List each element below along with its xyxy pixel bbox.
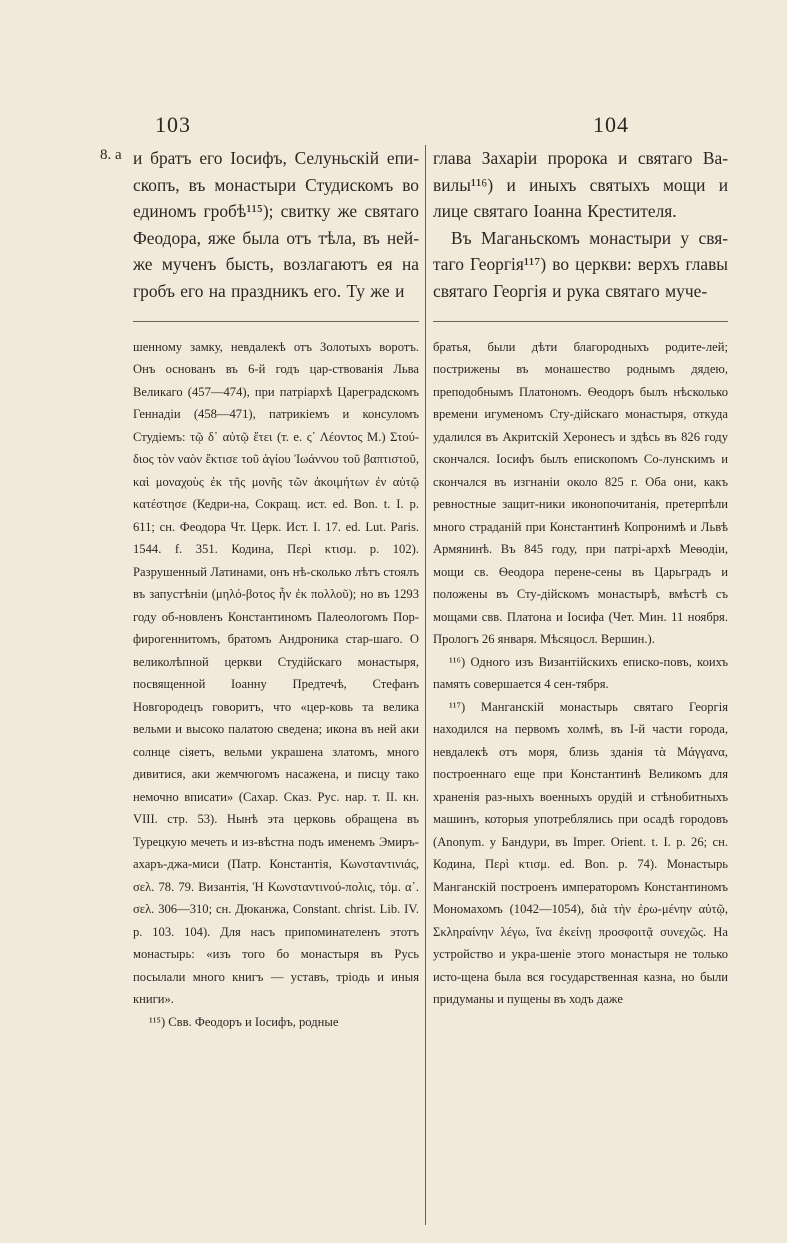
right-main-text-1: глава Захаріи пророка и святаго Ва-вилы¹¹⁶) и иныхъ святыхъ мощи и лице святаго Іоанна Крестителя. <box>433 148 728 222</box>
page-number-right: 104 <box>593 112 629 137</box>
margin-mark: 8. а <box>100 147 122 163</box>
page-number-left: 103 <box>155 112 191 137</box>
footnote-continuation-left: шенному замку, невдалекѣ отъ Золотыхъ воротъ. Онъ основанъ въ 6-й годъ цар-ствованія Льва Великаго (457—474), при патріархѣ Цареградскомъ Геннадіи (458—471), патрикіемъ и консуломъ Студіемъ: τῷ δ᾽ αὐτῷ ἔτει (т. е. ς᾽ Λέοντος М.) Στού-διος τὸν ναὸν ἔκτισε τοῦ ἁγίου Ἰωάννου τοῦ βαπτιστοῦ, καὶ μοναχοὺς ἐκ τῆς μονῆς τῶν ἀκοιμήτων ἐν αὐτῷ κατέστησε (Кедри-на, Сокращ. ист. ed. Bon. t. I. p. 611; сн. Феодора Чт. Церк. Ист. I. 17. ed. Lut. Paris. 1544. f. 351. Кодина, Περὶ κτισμ. p. 102). Разрушенный Латинами, онъ нѣ-сколько лѣтъ стоялъ въ запустѣніи (μηλό-βοτος ἦν ἐκ πολλοῦ); но въ 1293 году об-новленъ Константиномъ Палеологомъ Пор-фирогеннитомъ, братомъ Андроника стар-шаго. О великолѣпной церкви Студійскаго монастыря, посвященной Іоанну Предтечѣ, Стефанъ Новгородецъ говоритъ, что «цер-ковь та велика вельми и высоко палатою сведена; икона въ ней аки солнце сіяетъ, вельми украшена златомъ, много дивитися, аки жемчюгомъ насажена, и писцу тако немочно вписати» (Сахар. Сказ. Рус. нар. т. II. кн. VIII. стр. 53). Нынѣ эта церковь обращена въ Турецкую мечеть и из-вѣстна подъ именемъ Эмиръ-ахаръ-джа-миси (Патр. Константія, Κωνσταντινιάς, σελ. 78. 79. Византія, Ἡ Κωνσταντινού-πολις, τόμ. α᾽. σελ. 306—310; сн. Дюканжа, Constant. christ. Lib. IV. p. 103. 104). Для насъ припоминателенъ этотъ монастырь: «изъ того бо монастыря въ Русь посылали много книгъ — уставъ, тріодь и иныя книги». <box>133 339 419 1007</box>
footnote-rule-left <box>133 321 419 322</box>
footnote-continuation-right: братья, были дѣти благородныхъ родите-лей; пострижены въ монашество роднымъ дядею, преподобнымъ Платономъ. Ѳеодоръ былъ нѣсколько времени игуменомъ Сту-дійскаго монастыря, откуда удалился въ Акритскій Херонесъ и здѣсь въ 826 году скончался. Іосифъ былъ епископомъ Со-лунскимъ и скончался въ изгнаніи около 825 г. Оба они, какъ ревностные защит-ники иконопочитанія, претерпѣли много страданій при Константинѣ Копронимѣ и Львѣ Армянинѣ. Въ 845 году, при патрі-архѣ Меѳодіи, мощи св. Ѳеодора перене-сены въ Царьградъ и положены въ Сту-дійскомъ монастырѣ, вмѣстѣ съ мощами свв. Платона и Іосифа (Чет. Мин. 11 ноября. Прологъ 26 января. Мѣсяцосл. Вершин.). <box>433 339 728 647</box>
right-column <box>425 145 728 1225</box>
footnote-115: ¹¹⁵) Свв. Феодоръ и Іосифъ, родные <box>149 1014 339 1029</box>
footnote-117: ¹¹⁷) Манганскій монастырь святаго Георгія находился на первомъ холмѣ, въ I-й части города, невдалекѣ отъ моря, близь зданія τὰ Μάγγανα, построеннаго еще при Константинѣ Великомъ для храненія раз-ныхъ военныхъ орудій и стѣнобитныхъ машинъ, которыя употреблялись при осадѣ городовъ (Anonym. у Бандури, въ Imper. Orient. t. I. p. 26; сн. Кодина, Περὶ κτισμ. ed. Bon. p. 74). Монастырь Манганскій построенъ императоромъ Константиномъ Мономахомъ (1042—1054), διὰ τὴν ἐρω-μένην αὐτῷ, Σκληραίνην λέγω, ἵνα ἐκείνῃ προσφοιτᾷ συνεχῶς. На устройство и укра-шеніе этого монастыря не только исто-щена была вся государственная казна, но были придуманы и пущены въ ходъ даже <box>433 699 728 1007</box>
footnote-rule-right <box>433 321 728 322</box>
left-main-text: и братъ его Іосифъ, Селуньскій епи-скопъ, въ монастыри Студискомъ во единомъ гробѣ¹¹⁵); свитку же святаго Феодора, яже была отъ тѣла, въ ней-же мученъ бысть, возлагаютъ ея на гробъ его на праздникъ его. Ту же и <box>133 148 419 301</box>
footnote-116: ¹¹⁶) Одного изъ Византійскихъ еписко-повъ, коихъ память совершается 4 сен-тября. <box>433 654 728 692</box>
left-column <box>133 145 419 1033</box>
right-main-text-2: Въ Маганьскомъ монастыри у свя-таго Георгія¹¹⁷) во церкви: верхъ главы святаго Георгія и рука святаго муче- <box>433 227 728 301</box>
